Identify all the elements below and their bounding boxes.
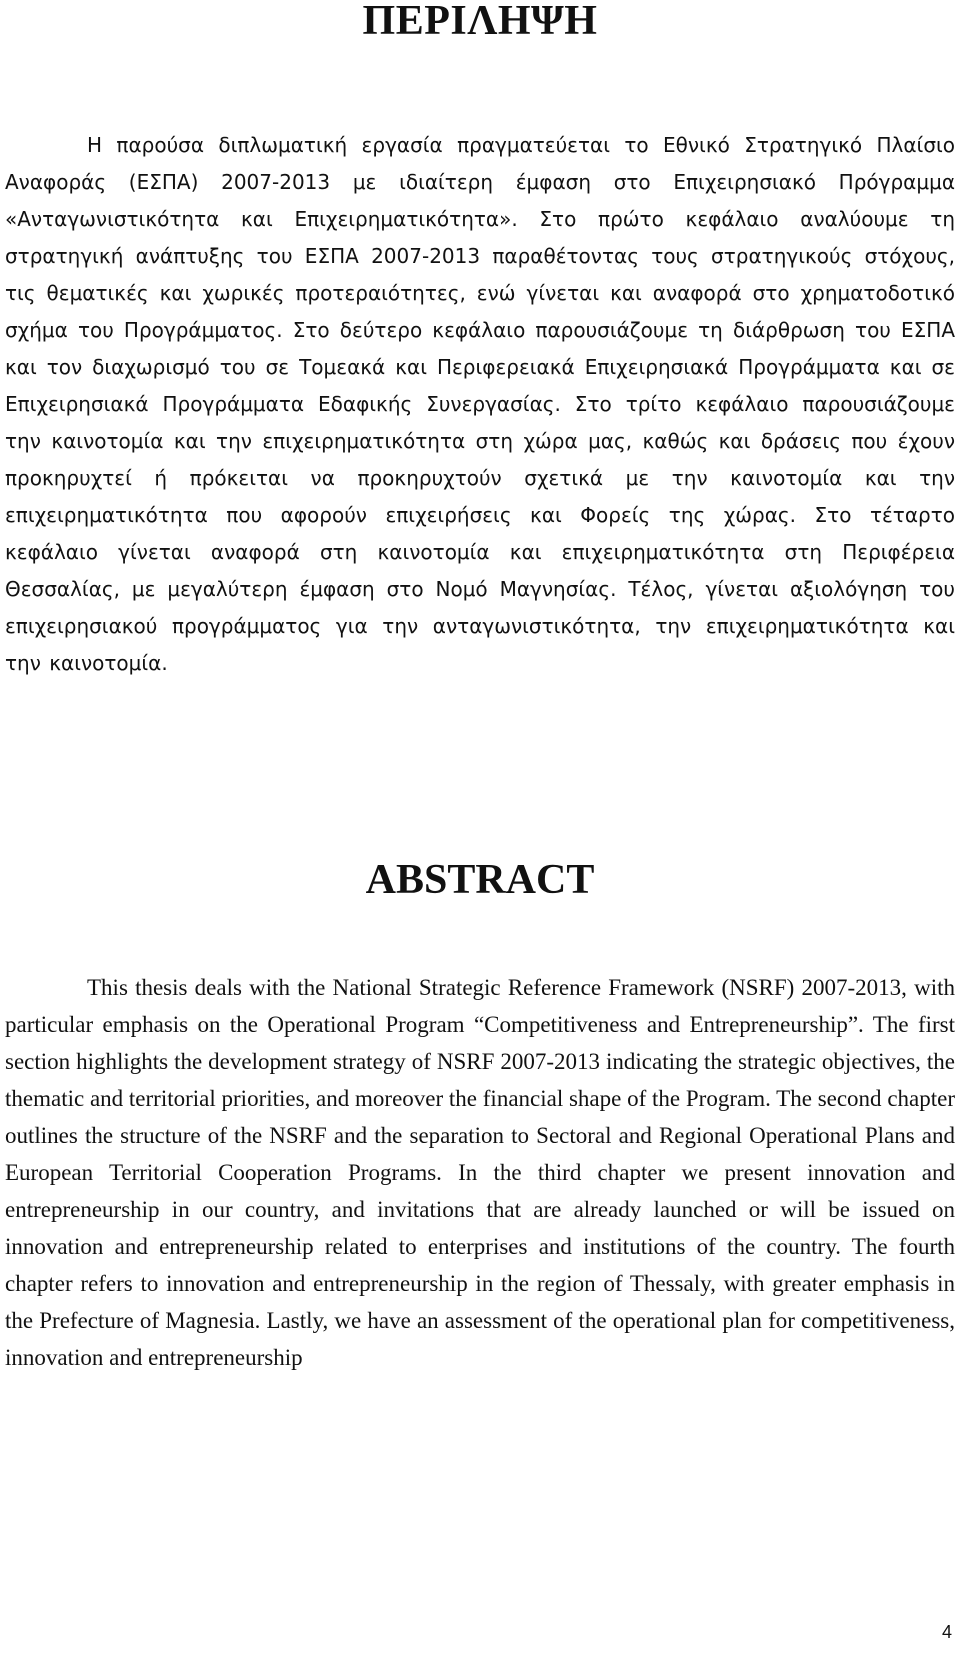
english-abstract-title: ABSTRACT (365, 857, 595, 903)
english-abstract-body: This thesis deals with the National Strategic Reference Framework (NSRF) 2007-2013, with particular emphasis on the Operational Program “Competitiveness and Entrepreneurship”. The first section highlights the development strategy of NSRF 2007-2013 indicating the strategic objectives, the thematic and territorial priorities, and moreover the financial shape of the Program. The second chapter outlines the structure of the NSRF and the separation to Sectoral and Regional Operational Plans and European Territorial Cooperation Programs. In the third chapter we present innovation and entrepreneurship in our country, and invitations that are already launched or will be issued on innovation and entrepreneurship related to enterprises and institutions of the country. The fourth chapter refers to innovation and entrepreneurship in the region of Thessaly, with greater emphasis in the Prefecture of Magnesia. Lastly, we have an assessment of the operational plan for competitiveness, innovation and entrepreneurship (5, 975, 955, 1370)
page-number: 4 (941, 1622, 952, 1642)
greek-abstract-body: Η παρούσα διπλωματική εργασία πραγματεύεται το Εθνικό Στρατηγικό Πλαίσιο Αναφοράς (ΕΣΠΑ) 2007-2013 με ιδιαίτερη έμφαση στο Επιχειρησιακό Πρόγραμμα «Ανταγωνιστικότητα και Επιχειρηματικότητα». Στο πρώτο κεφάλαιο αναλύουμε τη στρατηγική ανάπτυξης του ΕΣΠΑ 2007-2013 παραθέτοντας τους στρατηγικούς στόχους, τις θεματικές και χωρικές προτεραιότητες, ενώ γίνεται και αναφορά στο χρηματοδοτικό σχήμα του Προγράμματος. Στο δεύτερο κεφάλαιο παρουσιάζουμε τη διάρθρωση του ΕΣΠΑ και τον διαχωρισμό του σε Τομεακά και Περιφερειακά Επιχειρησιακά Προγράμματα και σε Επιχειρησιακά Προγράμματα Εδαφικής Συνεργασίας. Στο τρίτο κεφάλαιο παρουσιάζουμε την καινοτομία και την επιχειρηματικότητα στη χώρα μας, καθώς και δράσεις που έχουν προκηρυχτεί ή πρόκειται να προκηρυχτούν σχετικά με την καινοτομία και την επιχειρηματικότητα που αφορούν επιχειρήσεις και Φορείς της χώρας. Στο τέταρτο κεφάλαιο γίνεται αναφορά στη καινοτομία και επιχειρηματικότητα στη Περιφέρεια Θεσσαλίας, με μεγαλύτερη έμφαση στο Νομό Μαγνησίας. Τέλος, γίνεται αξιολόγηση του επιχειρησιακού προγράμματος για την ανταγωνιστικότητα, την επιχειρηματικότητα και την καινοτομία. (5, 133, 955, 675)
greek-abstract-title: ΠΕΡΙΛΗΨΗ (362, 0, 598, 44)
